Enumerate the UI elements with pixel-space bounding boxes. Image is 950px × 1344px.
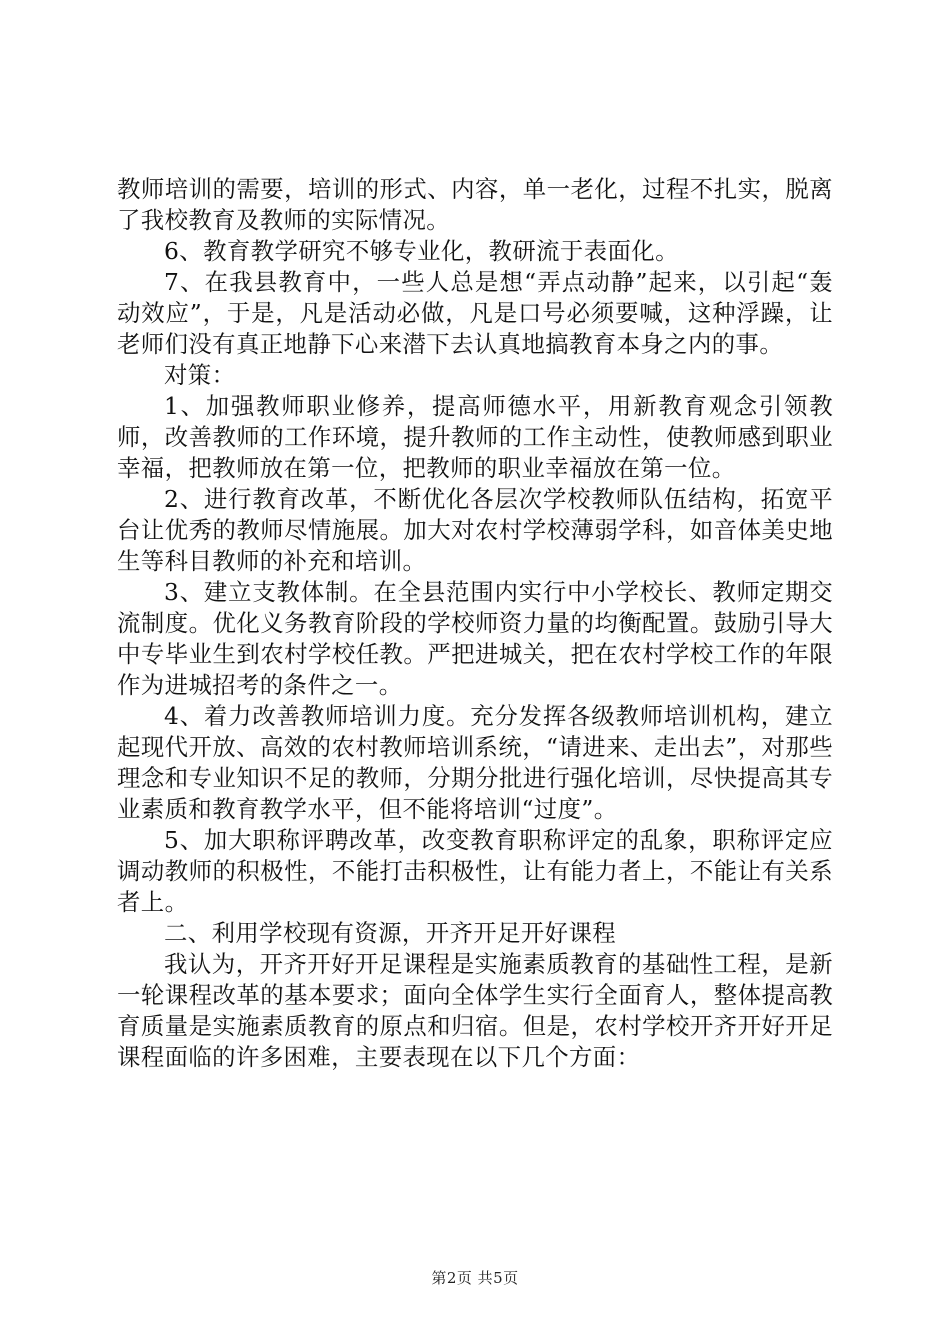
paragraph-item-7: 7、在我县教育中，一些人总是想“弄点动静”起来，以引起“轰动效应”，于是，凡是活动必做，凡是口号必须要喊，这种浮躁，让老师们没有真正地静下心来潜下去认真地搞教育本身之内的事。: [117, 268, 833, 358]
document-body: [117, 174, 833, 1073]
paragraph-item-6: 6、教育教学研究不够专业化，教研流于表面化。: [164, 237, 679, 265]
paragraph-countermeasure-5: 5、加大职称评聘改革，改变教育职称评定的乱象，职称评定应调动教师的积极性，不能打击积极性，让有能力者上，不能让有关系者上。: [117, 826, 833, 916]
paragraph-countermeasures-heading: 对策：: [164, 361, 236, 389]
paragraph-section-2-intro: 我认为，开齐开好开足课程是实施素质教育的基础性工程，是新一轮课程改革的基本要求；面向全体学生实行全面育人，整体提高教育质量是实施素质教育的原点和归宿。但是，农村学校开齐开好开足课程面临的许多困难，主要表现在以下几个方面：: [117, 950, 833, 1071]
paragraph-continuation: 教师培训的需要，培训的形式、内容，单一老化，过程不扎实，脱离了我校教育及教师的实际情况。: [117, 175, 833, 234]
page-footer: 第2页 共5页: [431, 1269, 519, 1287]
paragraph-countermeasure-2: 2、进行教育改革，不断优化各层次学校教师队伍结构，拓宽平台让优秀的教师尽情施展。加大对农村学校薄弱学科，如音体美史地生等科目教师的补充和培训。: [117, 485, 833, 575]
paragraph-countermeasure-3: 3、建立支教体制。在全县范围内实行中小学校长、教师定期交流制度。优化义务教育阶段的学校师资力量的均衡配置。鼓励引导大中专毕业生到农村学校任教。严把进城关，把在农村学校工作的年限作为进城招考的条件之一。: [117, 578, 833, 699]
paragraph-countermeasure-1: 1、加强教师职业修养，提高师德水平，用新教育观念引领教师，改善教师的工作环境，提升教师的工作主动性，使教师感到职业幸福，把教师放在第一位，把教师的职业幸福放在第一位。: [117, 392, 833, 482]
paragraph-countermeasure-4: 4、着力改善教师培训力度。充分发挥各级教师培训机构，建立起现代开放、高效的农村教师培训系统，“请进来、走出去”，对那些理念和专业知识不足的教师，分期分批进行强化培训，尽快提高其专业素质和教育教学水平，但不能将培训“过度”。: [117, 702, 833, 823]
section-heading-2: 二、利用学校现有资源，开齐开足开好课程: [164, 919, 617, 947]
